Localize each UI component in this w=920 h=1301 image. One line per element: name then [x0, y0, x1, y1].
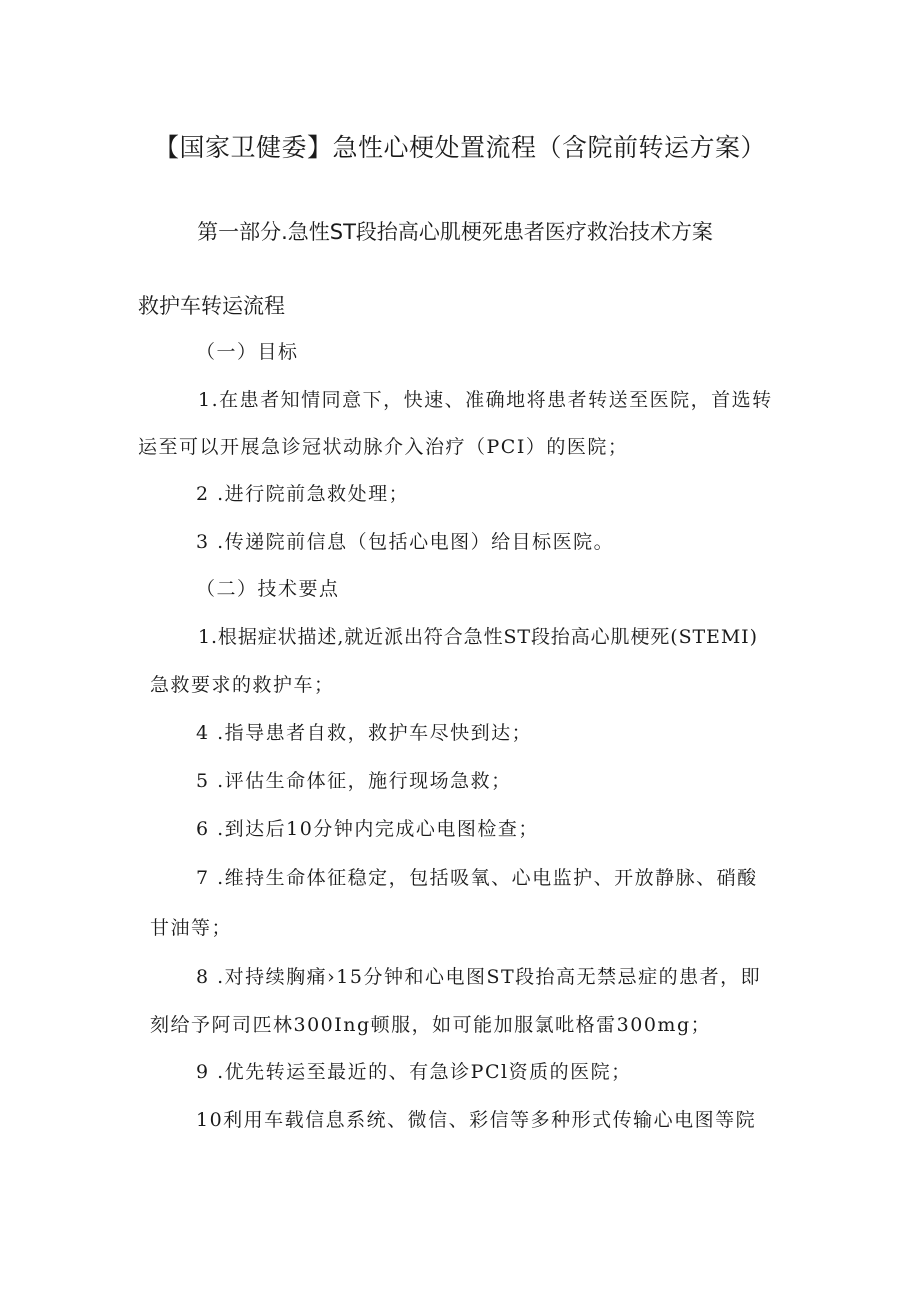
paragraph-line: 2 .进行院前急救处理；	[196, 483, 410, 505]
paragraph-line: 刻给予阿司匹林300Ing顿服，如可能加服氯吡格雷300mg；	[150, 1014, 712, 1036]
paragraph-line: 9 .优先转运至最近的、有急诊PCl资质的医院；	[196, 1061, 632, 1083]
paragraph-line: 10利用车载信息系统、微信、彩信等多种形式传输心电图等院	[196, 1109, 757, 1131]
paragraph-line: 急救要求的救护车；	[150, 674, 335, 696]
paragraph-line: 运至可以开展急诊冠状动脉介入治疗（PCI）的医院；	[138, 436, 629, 458]
part-two-heading: （二）技术要点	[196, 578, 340, 600]
paragraph-line: 8 .对持续胸痛›15分钟和心电图ST段抬高无禁忌症的患者，即	[196, 966, 762, 988]
paragraph-line: 甘油等；	[150, 917, 233, 939]
paragraph-line: 1.在患者知情同意下，快速、准确地将患者转送至医院，首选转	[198, 389, 773, 411]
paragraph-line: 7 .维持生命体征稳定，包括吸氧、心电监护、开放静脉、硝酸	[196, 867, 758, 889]
section-heading: 救护车转运流程	[138, 294, 285, 318]
document-title: 【国家卫健委】急性心梗处置流程（含院前转运方案）	[153, 133, 766, 162]
paragraph-line: 5 .评估生命体征，施行现场急救；	[196, 770, 512, 792]
paragraph-line: 4 .指导患者自救，救护车尽快到达；	[196, 722, 533, 744]
paragraph-line: 3 .传递院前信息（包括心电图）给目标医院。	[196, 531, 615, 553]
paragraph-line: 6 .到达后10分钟内完成心电图检查；	[196, 818, 539, 840]
part-one-heading: （一）目标	[196, 341, 299, 363]
document-subtitle: 第一部分.急性ST段抬高心肌梗死患者医疗救治技术方案	[197, 220, 713, 244]
paragraph-line: 1.根据症状描述,就近派出符合急性ST段抬高心肌梗死(STEMI)	[198, 626, 758, 648]
